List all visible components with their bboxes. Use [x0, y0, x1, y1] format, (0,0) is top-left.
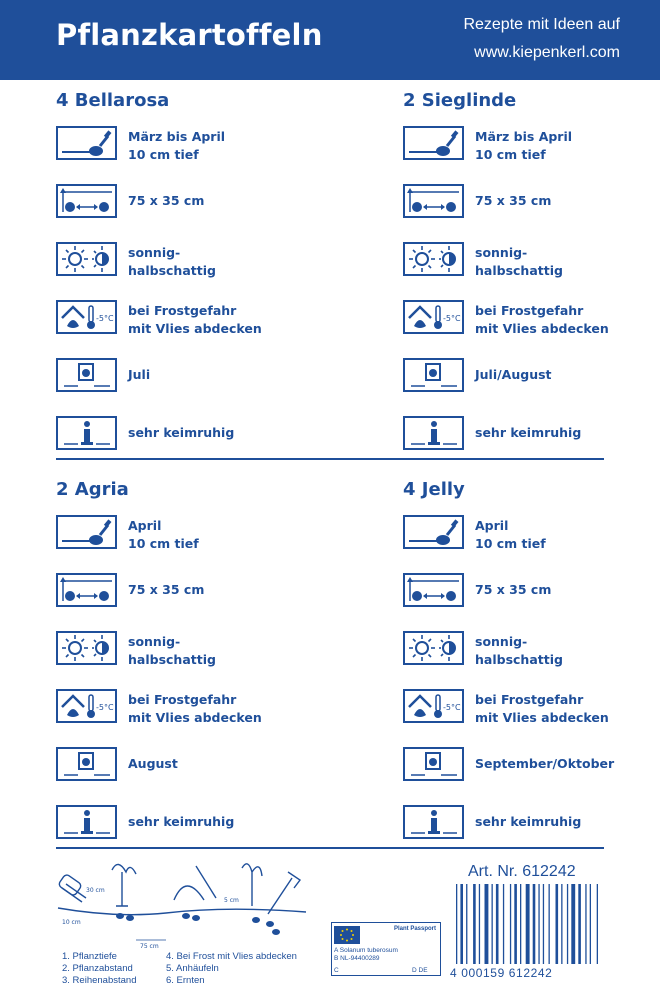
plant-spacing-icon: [58, 575, 115, 605]
barcode-bar: [578, 884, 581, 964]
barcode-bar: [585, 884, 586, 964]
header-bar: [0, 0, 660, 80]
info-icon: [405, 418, 462, 448]
light-text: sonnig- halbschattig: [128, 634, 216, 667]
light-text: sonnig- halbschattig: [128, 245, 216, 278]
barcode-bar: [510, 884, 511, 964]
planting-text: März bis April 10 cm tief: [475, 129, 573, 162]
frost-protection-icon: [405, 691, 462, 721]
barcode-digits: 4 000159 612242: [450, 966, 553, 980]
frost-protection-icon: [58, 691, 115, 721]
variety-block-bellarosa: [56, 90, 316, 474]
sun-halfshade-icon: [58, 633, 115, 663]
sun-halfshade-icon: [405, 633, 462, 663]
barcode-bar: [561, 884, 562, 964]
info-text: sehr keimruhig: [475, 814, 582, 829]
footer-divider: [56, 847, 604, 849]
legend-item: 1. Pflanztiefe: [62, 951, 117, 962]
frost-text: bei Frostgefahr mit Vlies abdecken: [475, 692, 609, 725]
plant-spacing-icon: [58, 186, 115, 216]
eu-flag-icon: [334, 926, 360, 944]
barcode-bar: [503, 884, 504, 964]
illus-label-depth: 10 cm: [62, 919, 81, 926]
info-text: sehr keimruhig: [128, 814, 235, 829]
spacing-text: 75 x 35 cm: [128, 582, 205, 597]
harvest-text: Juli/August: [475, 367, 552, 382]
section-divider: [56, 458, 604, 460]
info-text: sehr keimruhig: [475, 425, 582, 440]
sun-halfshade-icon: [58, 244, 115, 274]
plant-passport: [331, 922, 441, 976]
legend-item: 6. Ernten: [166, 975, 205, 986]
variety-name: 4 Jelly: [403, 479, 465, 500]
planting-text: März bis April 10 cm tief: [128, 129, 226, 162]
variety-block-jelly: [403, 479, 660, 863]
info-icon: [58, 807, 115, 837]
barcode-bar: [460, 884, 463, 964]
harvest-text: September/Oktober: [475, 756, 615, 771]
planting-text: April 10 cm tief: [475, 518, 546, 551]
variety-name: 4 Bellarosa: [56, 90, 170, 111]
barcode-bar: [571, 884, 575, 964]
barcode-bar: [533, 884, 536, 964]
illus-label-row: 75 cm: [140, 943, 159, 950]
variety-name: 2 Sieglinde: [403, 90, 517, 111]
planting-text: April 10 cm tief: [128, 518, 199, 551]
tagline: Rezepte mit Ideen auf: [463, 16, 620, 33]
sun-halfshade-icon: [405, 244, 462, 274]
barcode-bar: [492, 884, 493, 964]
variety-block-agria: [56, 479, 316, 863]
info-icon: [58, 418, 115, 448]
barcode-bar: [597, 884, 598, 964]
illus-label-cover: 5 cm: [224, 897, 239, 904]
barcode-bar: [514, 884, 517, 964]
harvest-calendar-icon: [58, 360, 115, 390]
barcode-bar: [496, 884, 499, 964]
barcode-bar: [520, 884, 521, 964]
planting-trowel-icon: [58, 128, 115, 158]
legend-item: 2. Pflanzabstand: [62, 963, 133, 974]
illus-label-spacing: 30 cm: [86, 887, 105, 894]
barcode-bar: [456, 884, 457, 964]
frost-protection-icon: [405, 302, 462, 332]
info-text: sehr keimruhig: [128, 425, 235, 440]
barcode-bar: [485, 884, 489, 964]
plant-spacing-icon: [405, 575, 462, 605]
barcode-bar: [590, 884, 591, 964]
info-icon: [405, 807, 462, 837]
harvest-calendar-icon: [405, 749, 462, 779]
harvest-calendar-icon: [58, 749, 115, 779]
spacing-text: 75 x 35 cm: [475, 193, 552, 208]
barcode-bar: [556, 884, 559, 964]
variety-block-sieglinde: [403, 90, 660, 474]
planting-steps-illustration: [56, 858, 312, 950]
spacing-text: 75 x 35 cm: [475, 582, 552, 597]
frost-protection-icon: [58, 302, 115, 332]
barcode-bar: [473, 884, 476, 964]
passport-line-b: B NL-94400289: [334, 955, 380, 962]
light-text: sonnig- halbschattig: [475, 245, 563, 278]
harvest-calendar-icon: [405, 360, 462, 390]
article-number: Art. Nr. 612242: [468, 863, 576, 880]
barcode-bar: [479, 884, 480, 964]
barcode-bar: [543, 884, 544, 964]
page-title: Pflanzkartoffeln: [56, 18, 323, 52]
planting-trowel-icon: [58, 517, 115, 547]
frost-text: bei Frostgefahr mit Vlies abdecken: [475, 303, 609, 336]
passport-line-d: D DE: [412, 967, 428, 974]
spacing-text: 75 x 35 cm: [128, 193, 205, 208]
frost-text: bei Frostgefahr mit Vlies abdecken: [128, 303, 262, 336]
legend-item: 3. Reihenabstand: [62, 975, 137, 986]
website-link[interactable]: www.kiepenkerl.com: [474, 44, 620, 61]
light-text: sonnig- halbschattig: [475, 634, 563, 667]
passport-title: Plant Passport: [393, 926, 436, 932]
planting-trowel-icon: [405, 128, 462, 158]
passport-line-a: A Solanum tuberosum: [334, 947, 398, 954]
harvest-text: August: [128, 756, 178, 771]
barcode-bar: [466, 884, 467, 964]
barcode-bar: [526, 884, 530, 964]
harvest-text: Juli: [128, 367, 151, 382]
barcode-bar: [549, 884, 550, 964]
variety-name: 2 Agria: [56, 479, 129, 500]
passport-line-c: C: [334, 967, 339, 974]
plant-spacing-icon: [405, 186, 462, 216]
frost-text: bei Frostgefahr mit Vlies abdecken: [128, 692, 262, 725]
legend-item: 4. Bei Frost mit Vlies abdecken: [166, 951, 297, 962]
barcode-bar: [538, 884, 539, 964]
planting-trowel-icon: [405, 517, 462, 547]
barcode-bar: [567, 884, 568, 964]
legend-item: 5. Anhäufeln: [166, 963, 219, 974]
